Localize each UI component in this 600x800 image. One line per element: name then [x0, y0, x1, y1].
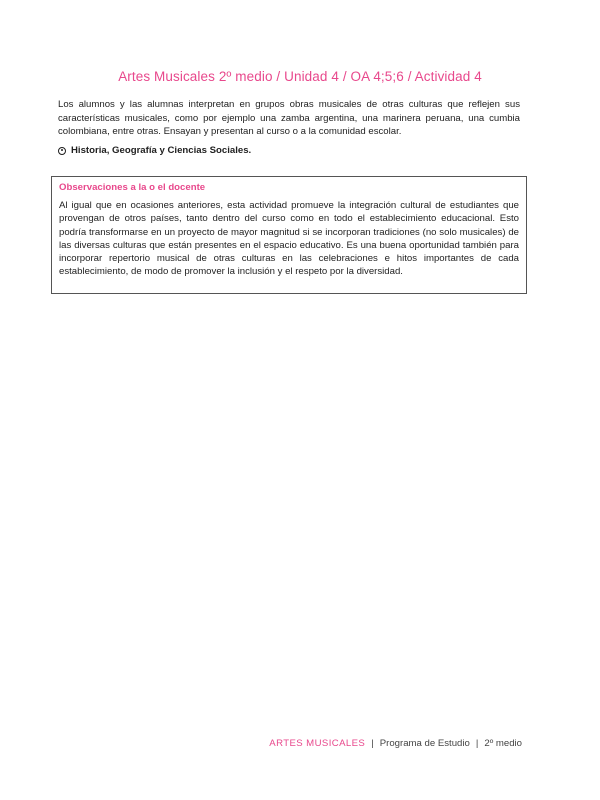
- page-footer: [269, 738, 522, 749]
- footer-grade: 2º medio: [484, 738, 522, 749]
- cross-reference-icon: [58, 147, 66, 155]
- activity-description: Los alumnos y las alumnas interpretan en grupos obras musicales de otras culturas que reflejen sus características musicales, como por ejemplo una zamba argentina, una marinera peruana, una cumbia colombiana, entre otras. Ensayan y presentan al curso o a la comunidad escolar.: [58, 99, 520, 137]
- footer-separator: |: [475, 738, 479, 749]
- cross-curricular-connection: [58, 145, 520, 156]
- page-title: Artes Musicales 2º medio / Unidad 4 / OA 4;5;6 / Actividad 4: [118, 69, 482, 84]
- teacher-observations-box: [51, 176, 527, 294]
- footer-subject: ARTES MUSICALES: [269, 738, 366, 749]
- observations-text: Al igual que en ocasiones anteriores, esta actividad promueve la integración cultural de estudiantes que provengan de otros países, tanto dentro del curso como en todo el establecimiento educacional. Esto podría transformarse en un proyecto de mayor magnitud si se incorporan tradiciones (no solo musicales) de las diversas culturas que están presentes en el espacio educativo. Es una buena oportunidad también para incorporar repertorio musical de otras culturas en las celebraciones e hitos importantes de cada establecimiento, de modo de promover la inclusión y el respeto por la diversidad.: [59, 200, 519, 278]
- connection-label: Historia, Geografía y Ciencias Sociales.: [71, 145, 252, 156]
- footer-separator: |: [371, 738, 374, 749]
- observations-title: Observaciones a la o el docente: [59, 182, 206, 193]
- footer-program: Programa de Estudio: [379, 738, 470, 749]
